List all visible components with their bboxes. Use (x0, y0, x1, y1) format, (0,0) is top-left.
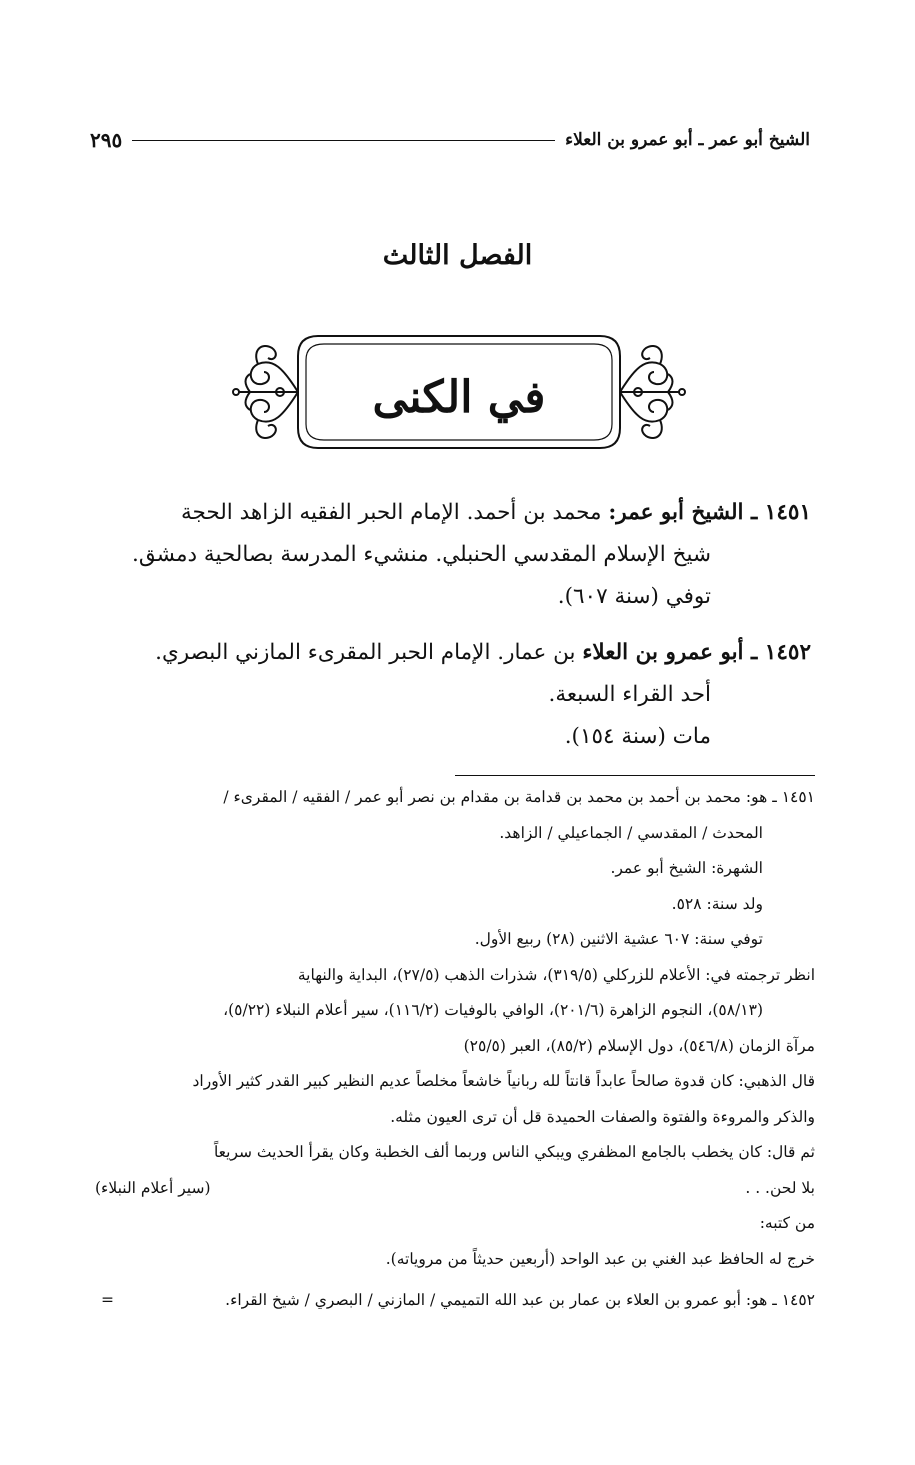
footnote-1451 (95, 780, 815, 1277)
continuation-mark: = (101, 1291, 114, 1309)
footnotes (95, 780, 815, 1319)
footnote-line: ١٤٥٢ ـ هو: أبو عمرو بن العلاء بن عمار بن عبد الله التميمي / المازني / البصري / شيخ القراء. (225, 1291, 815, 1309)
entry-line: توفي (سنة ٦٠٧). (557, 584, 711, 609)
footnote-line: قال الذهبي: كان قدوة صالحاً عابداً قانتاً لله ربانياً خاشعاً مخلصاً عديم النظير كبير القدر كثير الأوراد (192, 1072, 815, 1090)
footnote-line: بلا لحن. . . (745, 1178, 815, 1197)
entry-line: مات (سنة ١٥٤). (564, 724, 711, 749)
footnote-line: (٥٨/١٣)، النجوم الزاهرة (٢٠١/٦)، الوافي بالوفيات (١١٦/٢)، سير أعلام النبلاء (٥/٢٢)، (223, 1001, 763, 1019)
entry-text: بن عمار. الإمام الحبر المقرىء المازني البصري. (155, 640, 576, 665)
entry-heading: ١٤٥١ ـ الشيخ أبو عمر: (608, 500, 811, 525)
entry-line: شيخ الإسلام المقدسي الحنبلي. منشيء المدرسة بصالحية دمشق. (132, 542, 711, 567)
footnote-rule (455, 775, 815, 776)
footnote-line: توفي سنة: ٦٠٧ عشية الاثنين (٢٨) ربيع الأول. (474, 930, 763, 948)
footnote-line: انظر ترجمته في: الأعلام للزركلي (٣١٩/٥)، شذرات الذهب (٢٧/٥)، البداية والنهاية (297, 965, 815, 984)
chapter-title: الفصل الثالث (382, 240, 533, 271)
banner-title: في الكنى (372, 371, 546, 423)
running-title: الشيخ أبو عمر ـ أبو عمرو بن العلاء (565, 130, 810, 150)
page-number: ٢٩٥ (90, 128, 123, 152)
entry-1452 (99, 632, 811, 758)
footnote-line: ولد سنة: ٥٢٨. (671, 894, 763, 913)
footnote-line: من كتبه: (759, 1214, 815, 1232)
footnote-line: المحدث / المقدسي / الجماعيلي / الزاهد. (499, 823, 763, 842)
footnote-line: خرج له الحافظ عبد الغني بن عبد الواحد (أربعين حديثاً من مروياته). (385, 1249, 815, 1268)
footnote-source: (سير أعلام النبلاء) (95, 1178, 211, 1197)
section-banner (228, 328, 690, 456)
entry-1451 (99, 492, 811, 618)
footnote-line: والذكر والمروءة والفتوة والصفات الحميدة قل أن ترى العيون مثله. (390, 1107, 815, 1126)
entry-line (99, 632, 811, 674)
running-header (90, 120, 810, 160)
entries-list (99, 492, 811, 772)
entry-heading: ١٤٥٢ ـ أبو عمرو بن العلاء (582, 640, 811, 665)
footnote-line: الشهرة: الشيخ أبو عمر. (610, 859, 763, 877)
entry-text: محمد بن أحمد. الإمام الحبر الفقيه الزاهد الحجة (180, 500, 602, 525)
header-rule (132, 140, 555, 141)
entry-line (99, 492, 811, 534)
footnote-line: ١٤٥١ ـ هو: محمد بن أحمد بن محمد بن قدامة بن مقدام بن نصر أبو عمر / الفقيه / المقرىء / (223, 788, 815, 806)
footnote-1452 (95, 1283, 815, 1319)
entry-line: أحد القراء السبعة. (548, 682, 711, 707)
footnote-line: مرآة الزمان (٥٤٦/٨)، دول الإسلام (٨٥/٢)، العبر (٢٥/٥) (463, 1036, 815, 1055)
footnote-source-row (95, 1171, 815, 1207)
footnote-line: ثم قال: كان يخطب بالجامع المظفري ويبكي الناس وربما ألف الخطبة وكان يقرأ الحديث سريعاً (213, 1143, 815, 1161)
